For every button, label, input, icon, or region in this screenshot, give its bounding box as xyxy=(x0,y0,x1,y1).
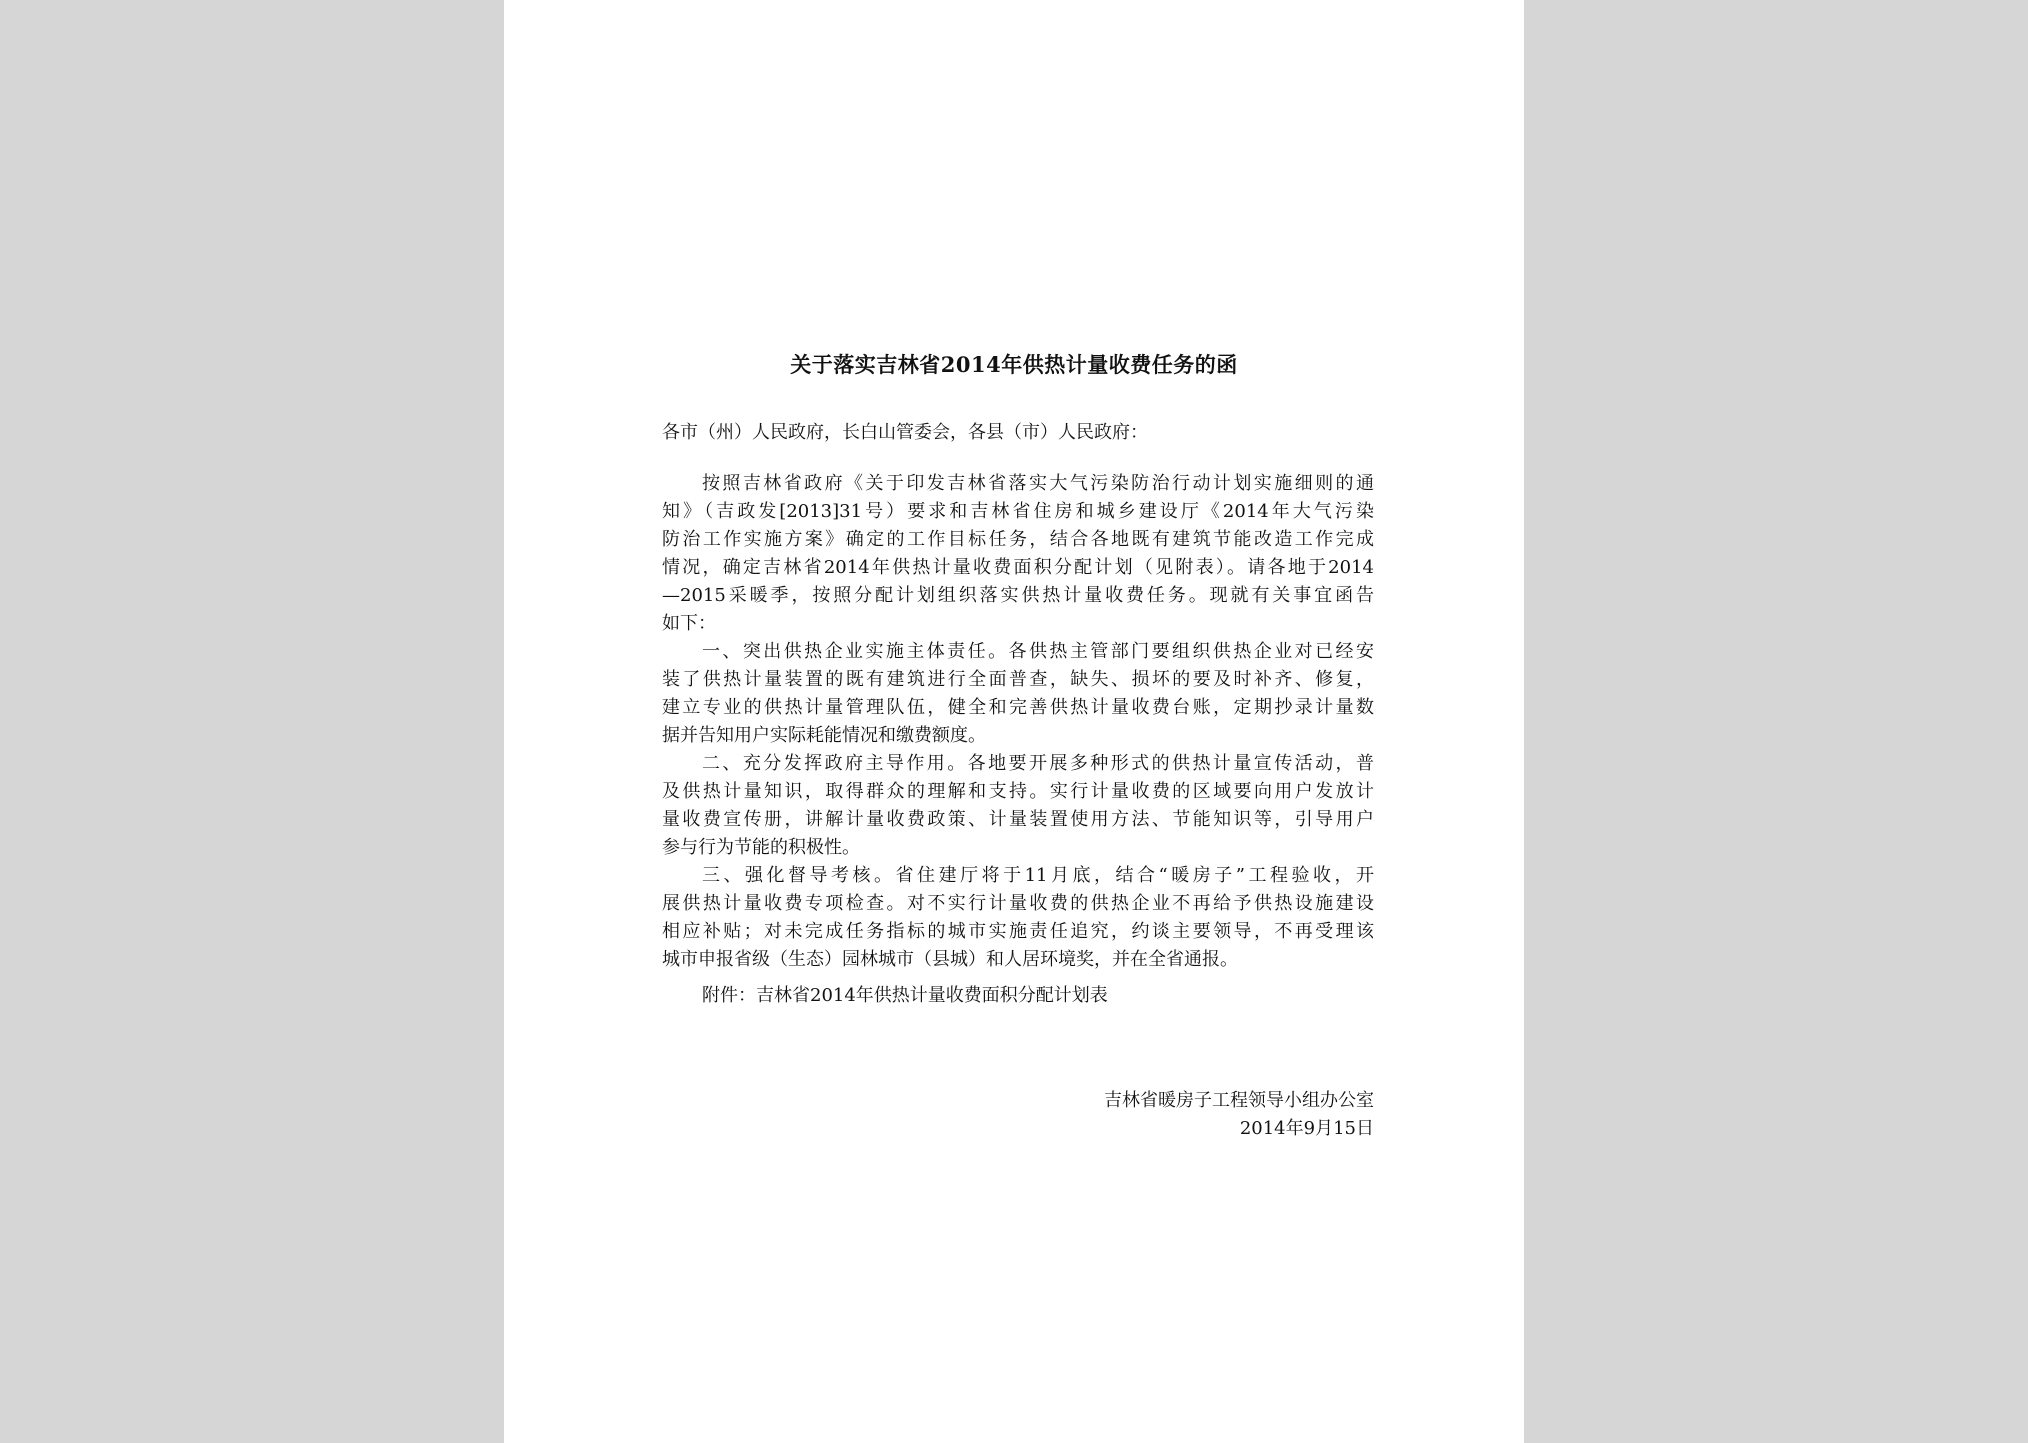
document-title: 关于落实吉林省2014年供热计量收费任务的函 xyxy=(790,352,1238,377)
body-line: 防治工作实施方案》确定的工作目标任务，结合各地既有建筑节能改造工作完成 xyxy=(662,529,1374,550)
body-line: 装了供热计量装置的既有建筑进行全面普查，缺失、损坏的要及时补齐、修复， xyxy=(662,669,1374,690)
body-line: —2015采暖季，按照分配计划组织落实供热计量收费任务。现就有关事宜函告 xyxy=(662,585,1374,606)
salutation: 各市（州）人民政府，长白山管委会，各县（市）人民政府： xyxy=(662,422,1148,443)
body-line: 一、突出供热企业实施主体责任。各供热主管部门要组织供热企业对已经安 xyxy=(702,641,1374,662)
body-line: 城市申报省级（生态）园林城市（县城）和人居环境奖，并在全省通报。 xyxy=(662,949,1238,970)
body-line: 参与行为节能的积极性。 xyxy=(662,837,860,858)
body-line: 按照吉林省政府《关于印发吉林省落实大气污染防治行动计划实施细则的通 xyxy=(702,473,1374,494)
document-page xyxy=(504,0,1524,1443)
body-line: 量收费宣传册，讲解计量收费政策、计量装置使用方法、节能知识等，引导用户 xyxy=(662,809,1374,830)
body-line: 知》（吉政发[2013]31号）要求和吉林省住房和城乡建设厅《2014年大气污染 xyxy=(662,501,1374,522)
body-line: 情况，确定吉林省2014年供热计量收费面积分配计划（见附表）。请各地于2014 xyxy=(662,557,1374,578)
signature-org: 吉林省暖房子工程领导小组办公室 xyxy=(1104,1090,1374,1111)
attachment-note: 附件：吉林省2014年供热计量收费面积分配计划表 xyxy=(702,985,1108,1006)
body-line: 建立专业的供热计量管理队伍，健全和完善供热计量收费台账，定期抄录计量数 xyxy=(662,697,1374,718)
body-line: 据并告知用户实际耗能情况和缴费额度。 xyxy=(662,725,986,746)
body-line: 如下： xyxy=(662,613,716,634)
signature-date: 2014年9月15日 xyxy=(1239,1118,1374,1139)
body-line: 及供热计量知识，取得群众的理解和支持。实行计量收费的区域要向用户发放计 xyxy=(662,781,1374,802)
body-line: 相应补贴；对未完成任务指标的城市实施责任追究，约谈主要领导，不再受理该 xyxy=(662,921,1374,942)
body-line: 展供热计量收费专项检查。对不实行计量收费的供热企业不再给予供热设施建设 xyxy=(662,893,1374,914)
body-line: 三、强化督导考核。省住建厅将于11月底，结合“暖房子”工程验收，开 xyxy=(702,865,1374,886)
body-line: 二、充分发挥政府主导作用。各地要开展多种形式的供热计量宣传活动，普 xyxy=(702,753,1374,774)
